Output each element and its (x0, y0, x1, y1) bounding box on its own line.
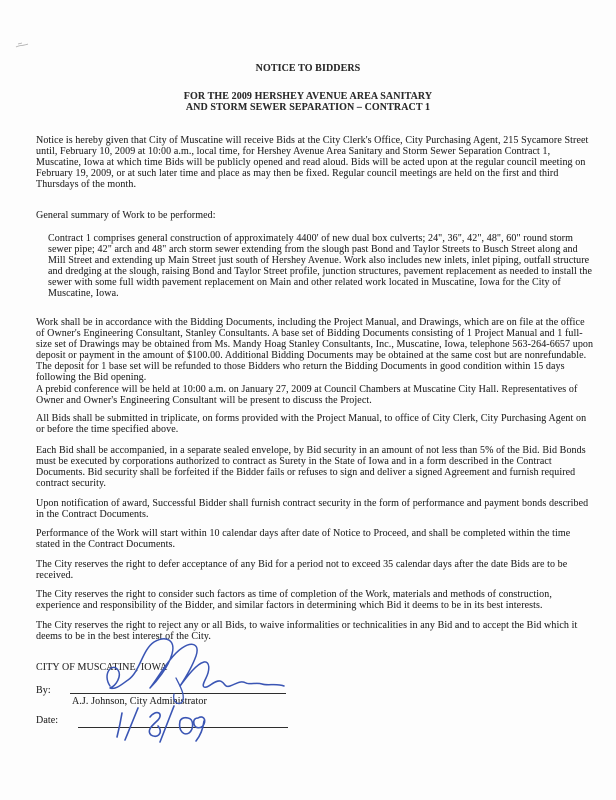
paragraph-intro: Notice is hereby given that City of Muscatine will receive Bids at the City Clerk's Office, City Purchasing Agent, 215 Sycamore Street until, February 10, 2009 at 10:00 a.m., local time, for Hershey Avenue Area Sanitary and Storm Sewer Separation Contract 1, Muscatine, Iowa at which time Bids will be publicly opened and read aloud. Bids will be acted upon at the regular council meeting on February 19, 2009, or at such later time and place as may then be fixed. Regular council meetings are held on the first and third Thursdays of the month. (36, 135, 589, 190)
paragraph-defer-acceptance: The City reserves the right to defer acceptance of any Bid for a period not to exceed 35 calendar days after the date Bids are to be received. (36, 559, 568, 581)
paragraph-bid-security: Each Bid shall be accompanied, in a separate sealed envelope, by Bid security in an amount of not less than 5% of the Bid. Bid Bonds must be executed by corporations authorized to contract as Surety in the State of Iowa and in a form described in the Contract Documents. Bid security shall be forfeited if the Bidder fails or refuses to sign and deliver a signed Agreement and furnish required contract security. (36, 445, 586, 489)
document-subtitle-line1: FOR THE 2009 HERSHEY AVENUE AREA SANITARY (183, 91, 433, 102)
handwritten-date-ink (112, 705, 207, 743)
paragraph-bidding-documents: Work shall be in accordance with the Bidding Documents, including the Project Manual, and Drawings, which are on file at the office of Owner's Engineering Consultant, Stanley Consultants. A base set of Bidding Documents consisting of 1 Project Manual and 1 full-size set of Drawings may be obtained from Ms. Mandy Hoag Stanley Consultants, Inc., Muscatine, Iowa, telephone 563-264-6657 upon deposit or payment in the amount of $100.00. Additional Bidding Documents may be obtained at the same cost but are nonrefundable. The deposit for 1 base set will be refunded to those Bidders who return the Bidding Documents in good condition within 15 days following the Bid opening. (36, 317, 594, 383)
signer-name-title: A.J. Johnson, City Administrator (72, 696, 207, 707)
document-subtitle-line2: AND STORM SEWER SEPARATION – CONTRACT 1 (185, 102, 431, 113)
date-label: Date: (36, 715, 59, 726)
scan-artifact (14, 40, 34, 50)
paragraph-prebid-conference: A prebid conference will be held at 10:00 a.m. on January 27, 2009 at Council Chambers at Muscatine City Hall. Representatives of Owner and Owner's Engineering Consultant will be present to discuss the Project. (36, 384, 578, 406)
paragraph-bid-submission: All Bids shall be submitted in triplicate, on forms provided with the Project Manual, to office of City Clerk, City Purchasing Agent on or before the time specified above. (36, 413, 587, 435)
signature-organization: CITY OF MUSCATINE, IOWA (36, 662, 168, 673)
paragraph-consider-factors: The City reserves the right to consider such factors as time of completion of the Work, materials and methods of construction, experience and responsibility of the Bidder, and similar factors in determining which Bid it deems to be in its best interests. (36, 589, 552, 611)
paragraph-performance: Performance of the Work will start within 10 calendar days after date of Notice to Proceed, and shall be completed within the time stated in the Contract Documents. (36, 528, 571, 550)
paragraph-award-notification: Upon notification of award, Successful Bidder shall furnish contract security in the form of performance and payment bonds described in the Contract Documents. (36, 498, 589, 520)
paragraph-summary-body: Contract 1 comprises general construction of approximately 4400' of new dual box culverts; 24", 36", 42", 48", 60" round storm sewer pipe; 42" arch and 48" arch storm sewer extending from the slough past Bond and Taylor Streets to Busch Street along and Mill Street and extending up Main Street just south of Hershey Avenue. Work also includes new inlets, inlet piping, outfall structure and dredging at the slough, raising Bond and Taylor Street profile, junction structures, pavement replacement as needed to install the sewer with some full width pavement replacement on Main and other related work located in Muscatine, Iowa for the City of Muscatine, Iowa. (48, 233, 593, 299)
signature-ink (92, 634, 292, 706)
document-title: NOTICE TO BIDDERS (255, 63, 361, 74)
summary-heading: General summary of Work to be performed: (36, 210, 216, 221)
by-label: By: (36, 685, 51, 696)
paragraph-reject-bids: The City reserves the right to reject any or all Bids, to waive informalities or technicalities in any Bid and to accept the Bid which it deems to be in the best interest of the City. (36, 620, 578, 642)
